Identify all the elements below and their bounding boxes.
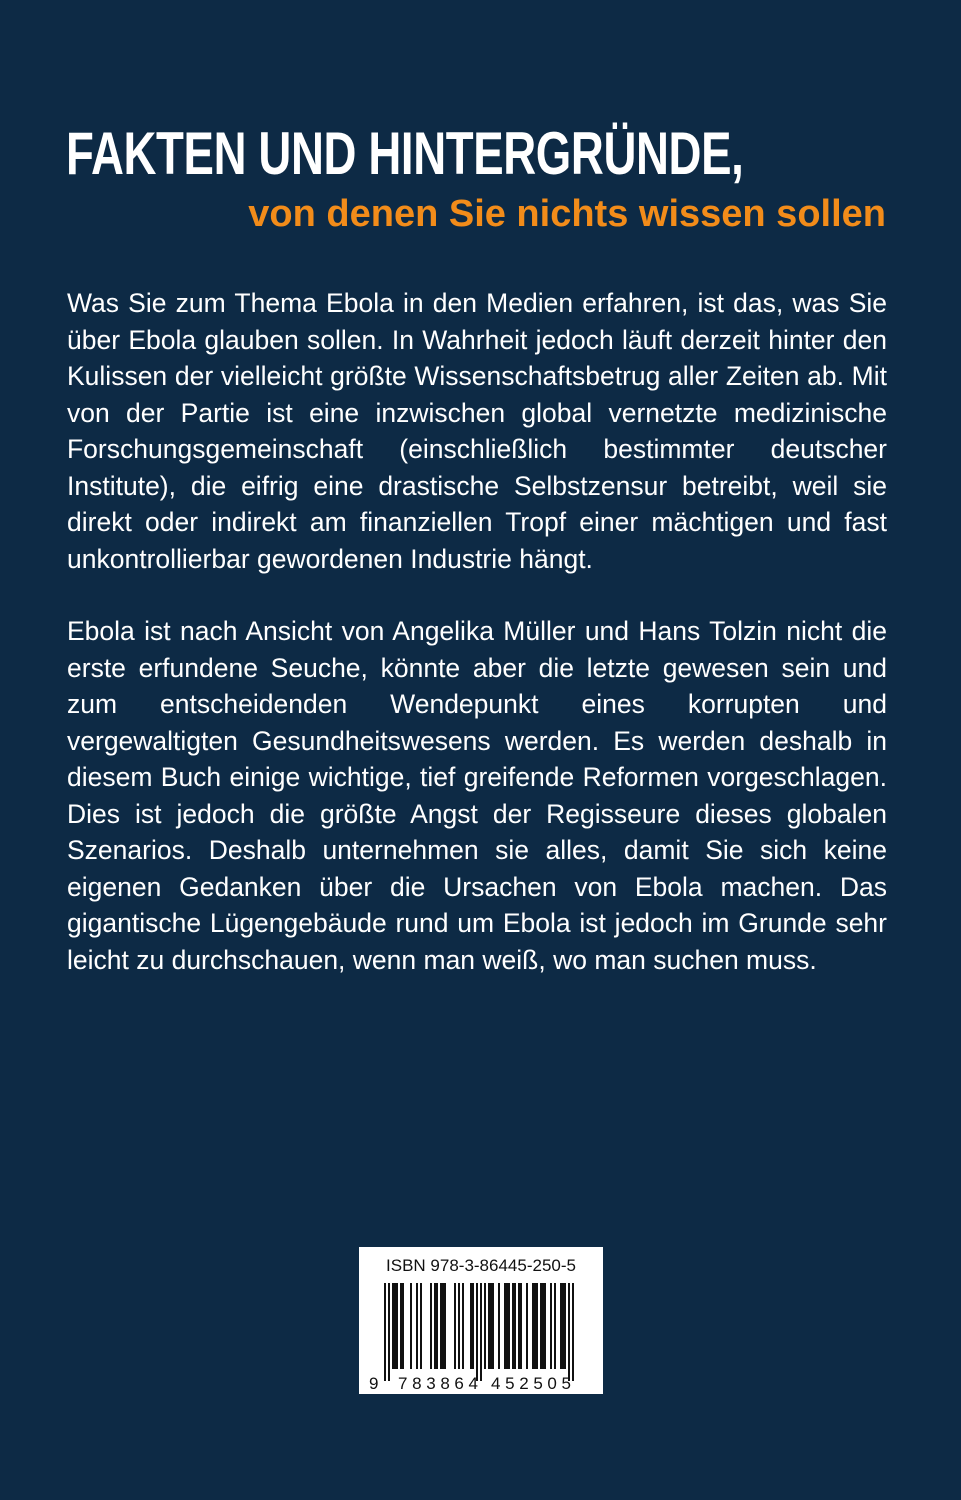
- barcode-bar: [410, 1283, 412, 1369]
- barcode-bar: [416, 1283, 418, 1369]
- barcode-bar: [504, 1283, 506, 1369]
- barcode-digit-first: 9: [369, 1374, 379, 1393]
- blurb-text: [67, 285, 887, 978]
- barcode-digits-right: 452505: [491, 1374, 571, 1393]
- barcode-bar: [462, 1283, 464, 1369]
- barcode-bar: [572, 1283, 574, 1381]
- barcode-bar: [440, 1283, 442, 1369]
- barcode-bar: [458, 1283, 460, 1369]
- barcode-bar: [470, 1283, 472, 1369]
- isbn-label: ISBN 978-3-86445-250-5: [386, 1256, 576, 1275]
- barcode-bar: [480, 1283, 482, 1381]
- barcode-bar: [544, 1283, 546, 1369]
- headline: FAKTEN UND HINTERGRÜNDE,: [66, 120, 744, 187]
- barcode-bar: [400, 1283, 402, 1369]
- barcode-bar: [498, 1283, 500, 1369]
- barcode-digits-left: 783864: [398, 1374, 478, 1393]
- barcode-bar: [444, 1283, 446, 1369]
- barcode-bar: [384, 1283, 386, 1381]
- barcode-bar: [560, 1283, 562, 1369]
- isbn-barcode: [359, 1247, 603, 1394]
- subheadline: von denen Sie nichts wissen sollen: [248, 193, 886, 235]
- barcode-bar: [396, 1283, 398, 1369]
- barcode-bar: [520, 1283, 522, 1369]
- barcode-bar: [536, 1283, 538, 1369]
- barcode-bar: [508, 1283, 510, 1369]
- barcode-bar: [484, 1283, 486, 1369]
- barcode-bar: [394, 1283, 396, 1369]
- blurb-paragraph-2: Ebola ist nach Ansicht von Angelika Müller und Hans Tolzin nicht die erste erfundene Seuche, könnte aber die letzte gewesen sein und zum entscheidenden Wendepunkt eines korrupten und vergewaltigten Gesundheitswesens werden. Es werden deshalb in diesem Buch einige wichtige, tief greifende Reformen vorgeschlagen. Dies ist jedoch die größte Angst der Regisseure dieses globalen Szenarios. Deshalb unternehmen sie alles, damit Sie sich keine eigenen Gedanken über die Ursachen von Ebola machen. Das gigantische Lügengebäude rund um Ebola ist jedoch im Grunde sehr leicht zu durchschauen, wenn man weiß, wo man suchen muss.: [67, 616, 887, 975]
- barcode-bar: [492, 1283, 494, 1369]
- barcode-bar: [506, 1283, 508, 1369]
- barcode-bar: [568, 1283, 570, 1381]
- barcode-bar: [532, 1283, 534, 1369]
- barcode-bar: [490, 1283, 492, 1369]
- barcode-bar: [542, 1283, 544, 1369]
- barcode-bar: [454, 1283, 456, 1369]
- barcode-bar: [562, 1283, 564, 1369]
- barcode-bar: [402, 1283, 404, 1369]
- barcode-bar: [550, 1283, 552, 1369]
- barcode-bar: [512, 1283, 514, 1369]
- barcode-bars: [359, 1247, 603, 1394]
- barcode-bar: [420, 1283, 422, 1369]
- barcode-bar: [534, 1283, 536, 1369]
- barcode-bar: [392, 1283, 394, 1369]
- barcode-bar: [434, 1283, 436, 1369]
- barcode-bar: [476, 1283, 478, 1381]
- barcode-bar: [540, 1283, 542, 1369]
- barcode-bar: [554, 1283, 556, 1369]
- barcode-bar: [442, 1283, 444, 1369]
- barcode-bar: [472, 1283, 474, 1369]
- barcode-bar: [518, 1283, 520, 1369]
- barcode-bar: [388, 1283, 390, 1381]
- barcode-bar: [564, 1283, 566, 1369]
- blurb-paragraph-1: Was Sie zum Thema Ebola in den Medien erfahren, ist das, was Sie über Ebola glauben sollen. In Wahrheit jedoch läuft derzeit hinter den Kulissen der vielleicht größte Wissenschaftsbetrug aller Zeiten ab. Mit von der Partie ist eine inzwischen global vernetzte medizinische Forschungsgemeinschaft (einschließlich bestimmter deutscher Institute), die eifrig eine drastische Selbstzensur betreibt, weil sie direkt oder indirekt am finanziellen Tropf einer mächtigen und fast unkontrollierbar gewordenen Industrie hängt.: [67, 288, 887, 574]
- barcode-bar: [436, 1283, 438, 1369]
- barcode-bar: [514, 1283, 516, 1369]
- barcode-bar: [526, 1283, 528, 1369]
- barcode-bar: [430, 1283, 432, 1369]
- barcode-bar: [488, 1283, 490, 1369]
